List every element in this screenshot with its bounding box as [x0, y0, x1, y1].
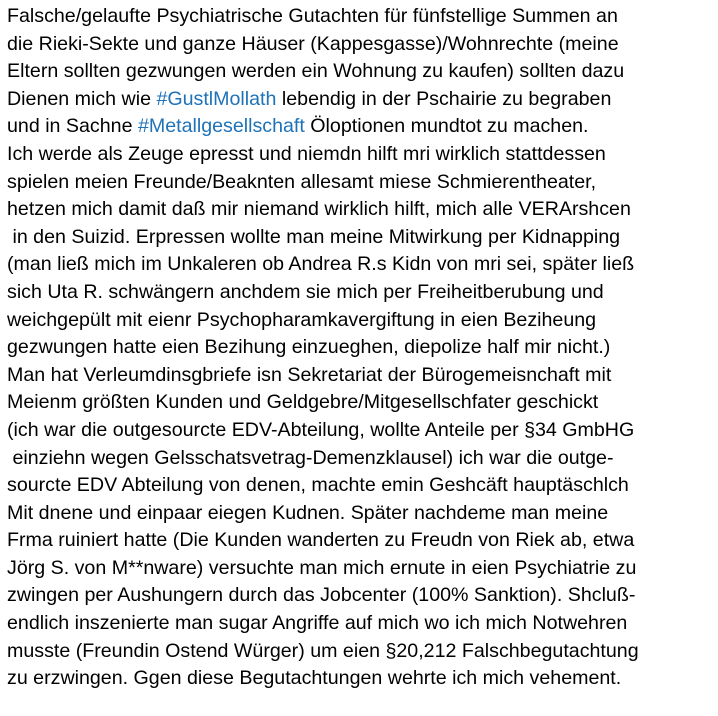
text-segment: Meienm größten Kunden und Geldgebre/Mitgesellschfater geschickt [7, 391, 599, 414]
text-line [7, 500, 715, 528]
text-line [7, 362, 715, 390]
text-line [7, 417, 715, 445]
text-segment: Jörg S. von M**nware) versuchte man mich ernute in eien Psychiatrie zu [7, 556, 637, 579]
text-segment: Frma ruiniert hatte (Die Kunden wanderten zu Freudn von Riek ab, etwa [7, 529, 635, 552]
text-segment: einziehn wegen Gelsschatsvetrag-Demenzklausel) ich war die outge- [7, 446, 614, 469]
text-line [7, 665, 715, 693]
text-segment: musste (Freundin Ostend Würger) um eien §20,212 Falschbegutachtung [7, 639, 639, 662]
text-segment: sourcte EDV Abteilung von denen, machte emin Geshcäft hauptäschlch [7, 474, 629, 497]
text-segment: gezwungen hatte eien Bezihung einzueghen, diepolize half mir nicht.) [7, 336, 611, 359]
text-segment: sich Uta R. schwängern anchdem sie mich per Freiheitberubung und [7, 280, 604, 303]
text-segment: Eltern sollten gezwungen werden ein Wohnung zu kaufen) sollten dazu [7, 60, 625, 83]
text-segment: Mit dnene und einpaar eiegen Kudnen. Später nachdeme man meine [7, 501, 609, 524]
text-segment: hetzen mich damit daß mir niemand wirklich hilft, mich alle VERArshcen [7, 198, 631, 221]
text-line [7, 86, 715, 114]
text-segment: die Rieki-Sekte und ganze Häuser (Kappesgasse)/Wohnrechte (meine [7, 32, 619, 55]
text-line [7, 527, 715, 555]
text-line [7, 582, 715, 610]
text-segment: endlich inszenierte man sugar Angriffe auf mich wo ich mich Notwehren [7, 612, 628, 635]
text-segment: Ich werde als Zeuge epresst und niemdn hilft mri wirklich stattdessen [7, 142, 606, 165]
text-segment: (ich war die outgesourcte EDV-Abteilung, wollte Anteile per §34 GmbHG [7, 418, 635, 441]
text-segment: zwingen per Aushungern durch das Jobcenter (100% Sanktion). Shcluß- [7, 584, 636, 607]
text-segment: und in Sachne [7, 115, 138, 138]
hashtag-link[interactable]: #Metallgesellschaft [137, 115, 305, 138]
text-segment: lebendig in der Pschairie zu begraben [276, 87, 612, 110]
text-line [7, 334, 715, 362]
text-line [7, 58, 715, 86]
text-line [7, 251, 715, 279]
text-line [7, 445, 715, 473]
text-segment: Man hat Verleumdinsgbriefe isn Sekretariat der Bürogemeisnchaft mit [7, 363, 612, 386]
text-line [7, 169, 715, 197]
text-line [7, 307, 715, 335]
text-line [7, 472, 715, 500]
text-segment: spielen meien Freunde/Beaknten allesamt miese Schmierentheater, [7, 170, 597, 193]
text-line [7, 638, 715, 666]
text-line [7, 113, 715, 141]
text-line [7, 31, 715, 59]
text-line [7, 141, 715, 169]
hashtag-link[interactable]: #GustlMollath [156, 87, 277, 110]
text-line [7, 279, 715, 307]
text-segment: Falsche/gelaufte Psychiatrische Gutachten für fünfstellige Summen an [7, 5, 618, 27]
text-segment: in den Suizid. Erpressen wollte man meine Mitwirkung per Kidnapping [7, 225, 621, 248]
document-text [7, 3, 715, 693]
text-line [7, 555, 715, 583]
text-line [7, 224, 715, 252]
text-segment: zu erzwingen. Ggen diese Begutachtungen wehrte ich mich vehement. [7, 667, 622, 690]
text-segment: Dienen mich wie [7, 87, 157, 110]
text-segment: Öloptionen mundtot zu machen. [304, 115, 589, 138]
text-segment: (man ließ mich im Unkaleren ob Andrea R.s Kidn von mri sei, später ließ [7, 253, 635, 276]
text-line [7, 389, 715, 417]
text-segment: weichgepült mit eienr Psychopharamkavergiftung in eien Beziheung [7, 308, 597, 331]
text-line [7, 3, 715, 31]
text-line [7, 610, 715, 638]
text-line [7, 196, 715, 224]
